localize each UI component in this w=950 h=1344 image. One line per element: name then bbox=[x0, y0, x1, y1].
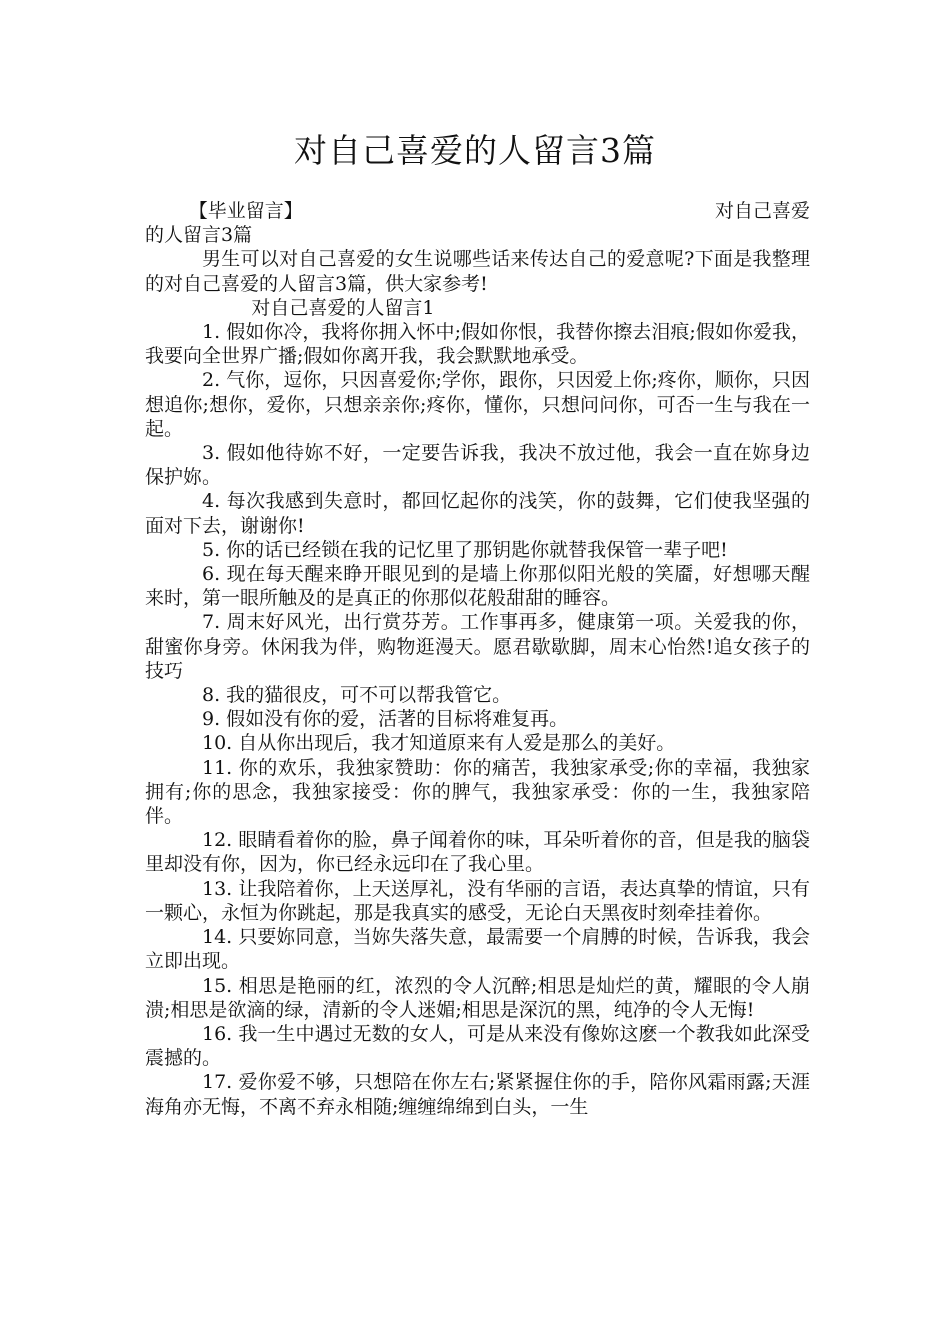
list-item: 16. 我一生中遇过无数的女人，可是从来没有像妳这麽一个教我如此深受震撼的。 bbox=[145, 1022, 810, 1070]
list-item: 8. 我的猫很皮，可不可以帮我管它。 bbox=[202, 684, 512, 707]
list-item: 9. 假如没有你的爱，活著的目标将难复再。 bbox=[202, 708, 569, 731]
list-item: 11. 你的欢乐，我独家赞助：你的痛苦，我独家承受;你的幸福，我独家拥有;你的思念，我独家接受：你的脾气，我独家承受：你的一生，我独家陪伴。 bbox=[145, 756, 810, 828]
intro-paragraph: 男生可以对自己喜爱的女生说哪些话来传达自己的爱意呢?下面是我整理的对自己喜爱的人留言3篇，供大家参考! bbox=[145, 248, 810, 295]
header-right-text: 对自己喜爱 bbox=[714, 200, 810, 222]
list-item: 12. 眼睛看着你的脸，鼻子闻着你的味，耳朵听着你的音，但是我的脑袋里却没有你，因为，你已经永远印在了我心里。 bbox=[145, 829, 810, 876]
list-item: 6. 现在每天醒来睁开眼见到的是墙上你那似阳光般的笑靥，好想哪天醒来时，第一眼所触及的是真正的你那似花般甜甜的睡容。 bbox=[145, 563, 810, 610]
list-item: 4. 每次我感到失意时，都回忆起你的浅笑，你的鼓舞，它们使我坚强的面对下去，谢谢你! bbox=[145, 490, 810, 537]
list-item: 1. 假如你冷，我将你拥入怀中;假如你恨，我替你擦去泪痕;假如你爱我，我要向全世界广播;假如你离开我，我会默默地承受。 bbox=[145, 321, 810, 368]
header-continuation: 的人留言3篇 bbox=[145, 224, 253, 247]
list-item: 7. 周末好风光，出行赏芬芳。工作事再多，健康第一项。关爱我的你，甜蜜你身旁。休闲我为伴，购物逛漫天。愿君歇歇脚，周末心怡然!追女孩子的技巧 bbox=[145, 611, 810, 682]
list-item: 13. 让我陪着你，上天送厚礼，没有华丽的言语，表达真挚的情谊，只有一颗心，永恒为你跳起，那是我真实的感受，无论白天黑夜时刻牵挂着你。 bbox=[145, 877, 810, 924]
list-item: 5. 你的话已经锁在我的记忆里了那钥匙你就替我保管一辈子吧! bbox=[202, 538, 728, 561]
list-item: 14. 只要妳同意，当妳失落失意，最需要一个肩膊的时候，告诉我，我会立即出现。 bbox=[145, 926, 810, 973]
header-tag: 【毕业留言】 bbox=[188, 200, 303, 222]
list-item: 10. 自从你出现后，我才知道原来有人爱是那么的美好。 bbox=[202, 732, 676, 755]
list-item: 3. 假如他待妳不好，一定要告诉我，我决不放过他，我会一直在妳身边保护妳。 bbox=[145, 442, 810, 489]
list-item: 15. 相思是艳丽的红，浓烈的令人沉醉;相思是灿烂的黄，耀眼的令人崩溃;相思是欲滴的绿，清新的令人迷媚;相思是深沉的黑，纯净的令人无悔! bbox=[145, 974, 810, 1021]
document-body bbox=[145, 199, 810, 1119]
header-row bbox=[189, 199, 810, 223]
section-title: 对自己喜爱的人留言1 bbox=[251, 296, 435, 319]
document-title: 对自己喜爱的人留言3篇 bbox=[294, 131, 656, 170]
list-item: 2. 气你，逗你，只因喜爱你;学你，跟你，只因爱上你;疼你，顺你，只因想追你;想你，爱你，只想亲亲你;疼你，懂你，只想问问你，可否一生与我在一起。 bbox=[145, 369, 810, 440]
list-item: 17. 爱你爱不够，只想陪在你左右;紧紧握住你的手，陪你风霜雨露;天涯海角亦无悔，不离不弃永相随;缠缠绵绵到白头，一生 bbox=[145, 1071, 810, 1118]
